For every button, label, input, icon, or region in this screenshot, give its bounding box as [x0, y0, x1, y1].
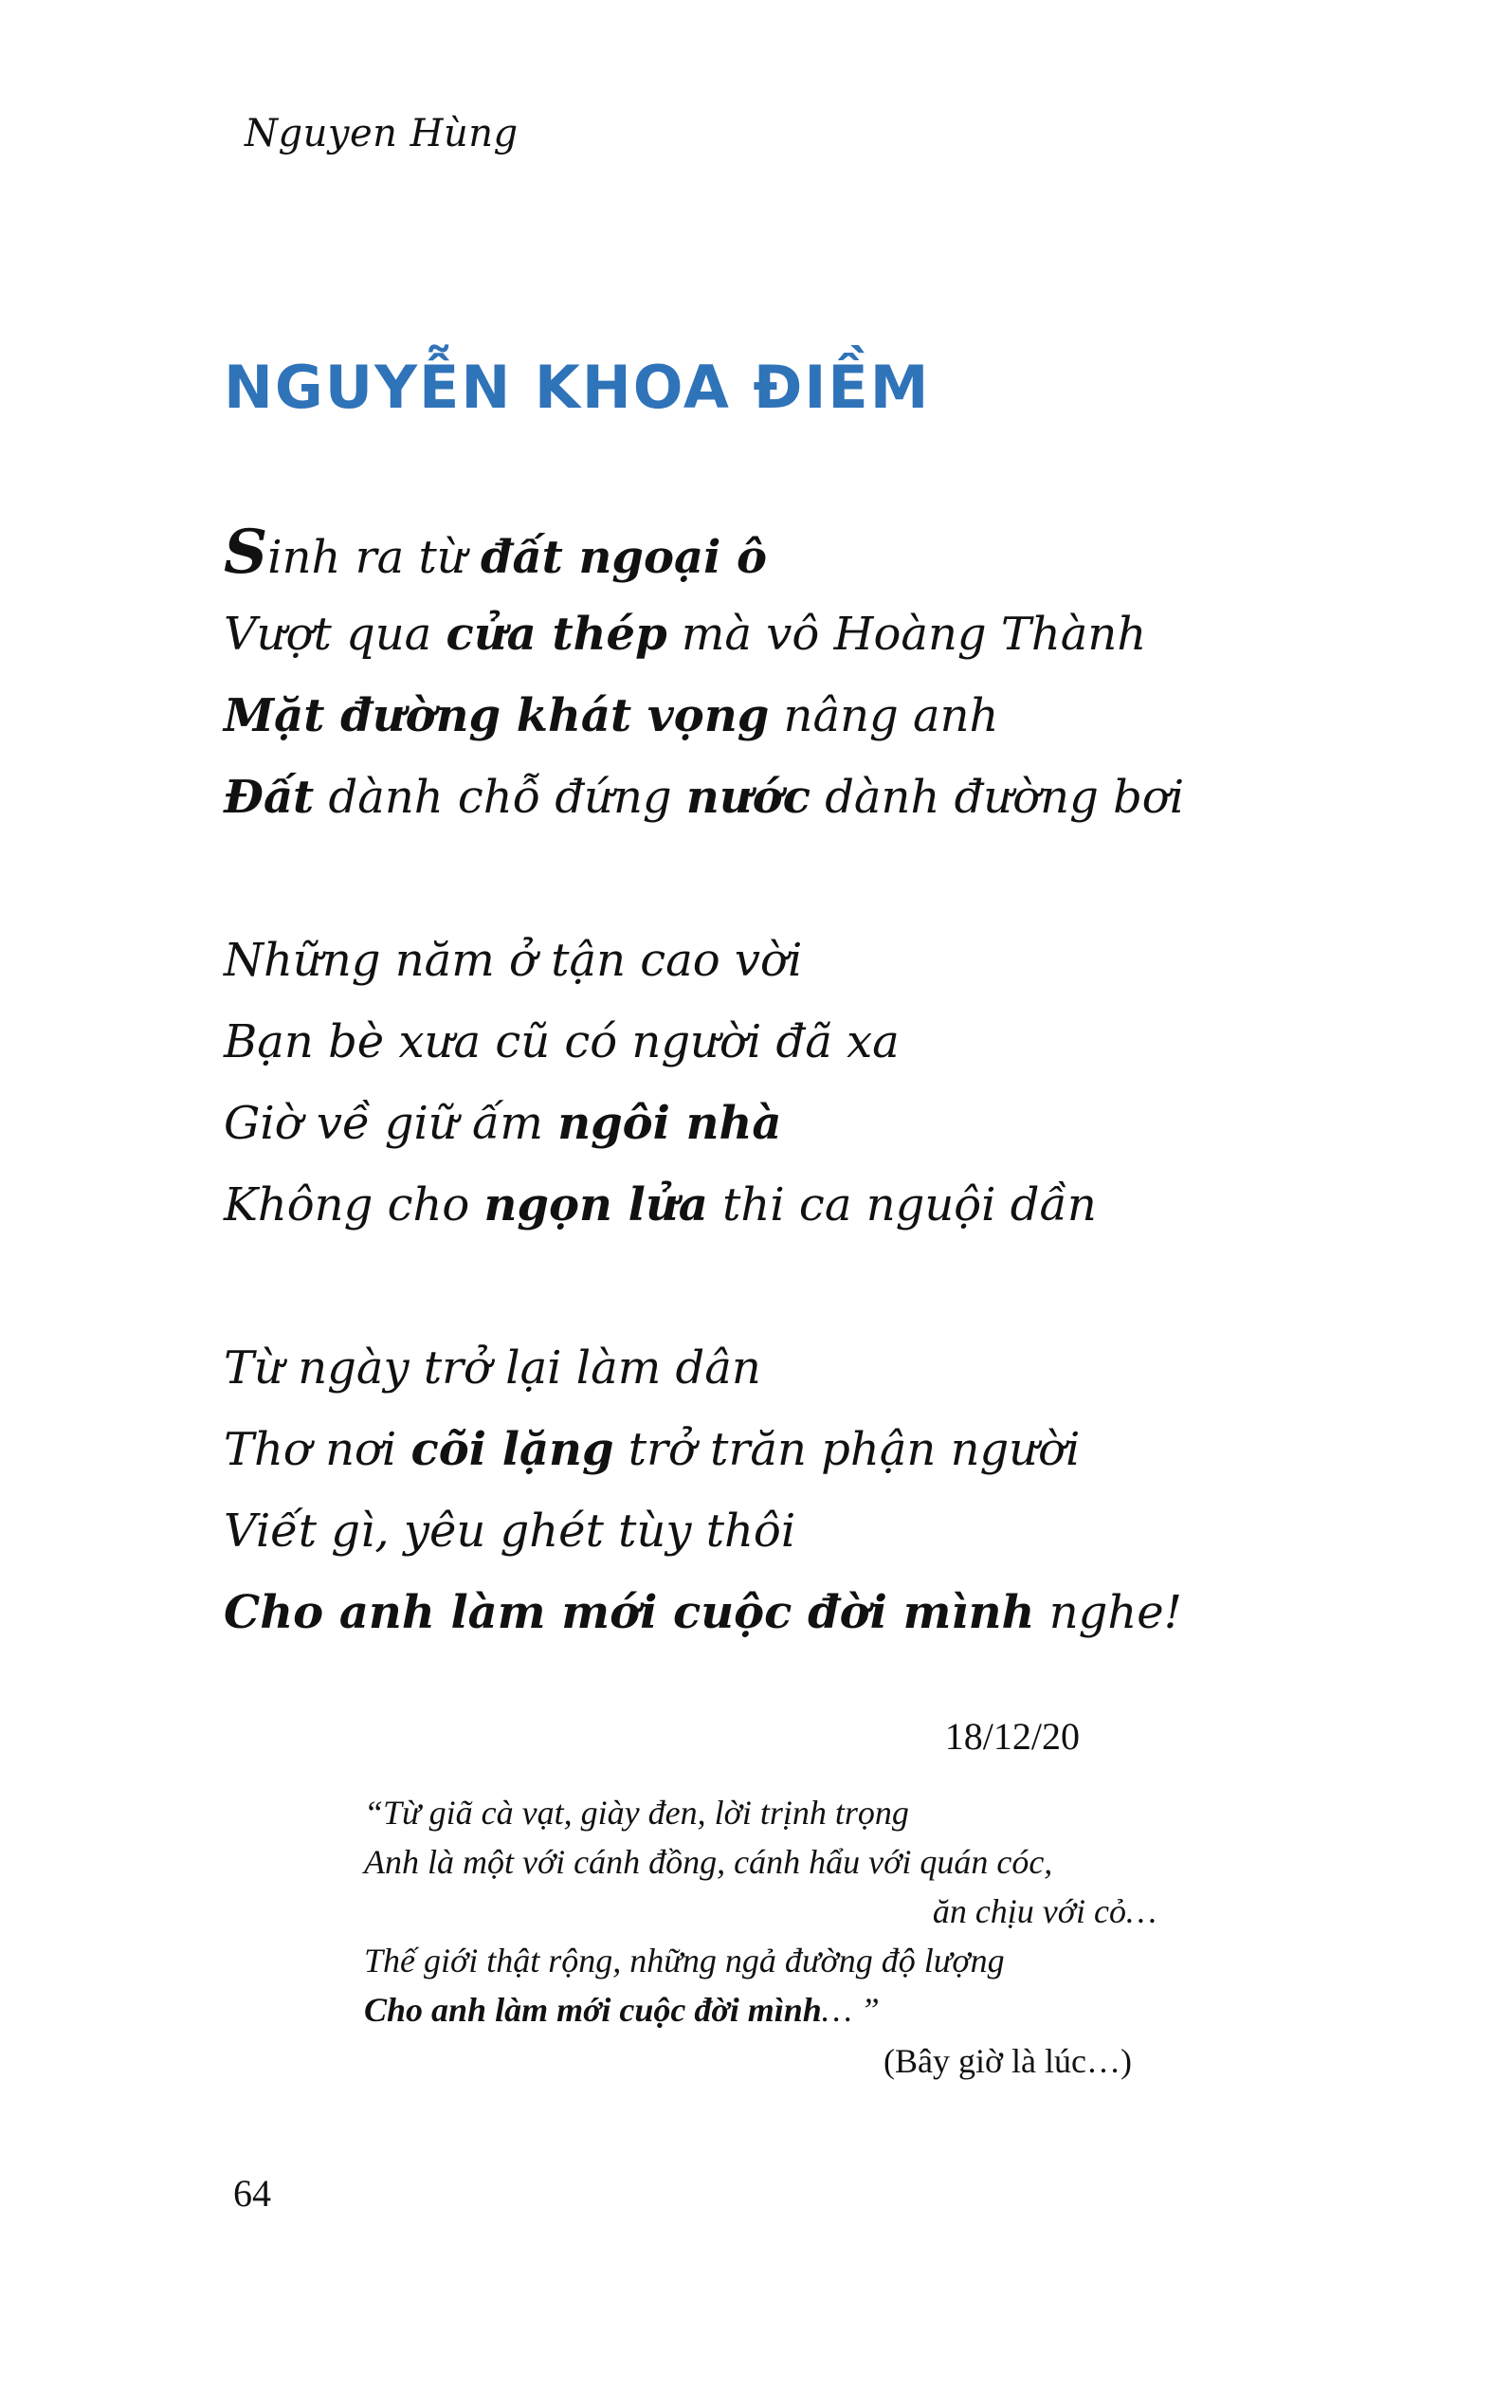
epigraph-line: “Từ giã cà vạt, giày đen, lời trịnh trọng [364, 1794, 909, 1832]
poem-line: Những năm ở tận cao vời [224, 934, 803, 987]
poem-line: Cho anh làm mới cuộc đời mình nghe! [224, 1586, 1182, 1639]
poem-title: NGUYỄN KHOA ĐIỀM [224, 353, 931, 422]
poem-body [224, 512, 1314, 1653]
page-number: 64 [233, 2172, 271, 2215]
poem-line: Thơ nơi cõi lặng trở trăn phận người [224, 1423, 1081, 1476]
epigraph-line: Thế giới thật rộng, những ngả đường độ lượng [364, 1942, 1005, 1979]
poem-line: Từ ngày trở lại làm dân [224, 1341, 761, 1395]
epigraph-line: ăn chịu với cỏ… [932, 1892, 1157, 1930]
poem-line: Không cho ngọn lửa thi ca nguội dần [224, 1178, 1097, 1231]
poem-date: 18/12/20 [944, 1715, 1080, 1758]
poem-line: Đất dành chỗ đứng nước dành đường bơi [224, 771, 1185, 824]
drop-cap: S [224, 517, 268, 588]
running-header-author: Nguyen Hùng [245, 112, 519, 155]
epigraph-source: (Bây giờ là lúc…) [884, 2042, 1132, 2080]
poem-line: Mặt đường khát vọng nâng anh [224, 689, 999, 742]
poem-line: Vượt qua cửa thép mà vô Hoàng Thành [224, 608, 1147, 661]
poem-line: Giờ về giữ ấm ngôi nhà [224, 1097, 782, 1150]
poem-line: Sinh ra từ đất ngoại ô [224, 517, 768, 588]
poem-line: Viết gì, yêu ghét tùy thôi [224, 1505, 796, 1558]
epigraph-line: Anh là một với cánh đồng, cánh hẩu với quán cóc, [364, 1843, 1053, 1881]
epigraph-quote [364, 1788, 1170, 2088]
epigraph-line: Cho anh làm mới cuộc đời mình… ” [364, 1991, 880, 2029]
stanza-break [224, 1246, 1314, 1327]
stanza-break [224, 838, 1314, 920]
poem-line: Bạn bè xưa cũ có người đã xa [224, 1015, 900, 1068]
